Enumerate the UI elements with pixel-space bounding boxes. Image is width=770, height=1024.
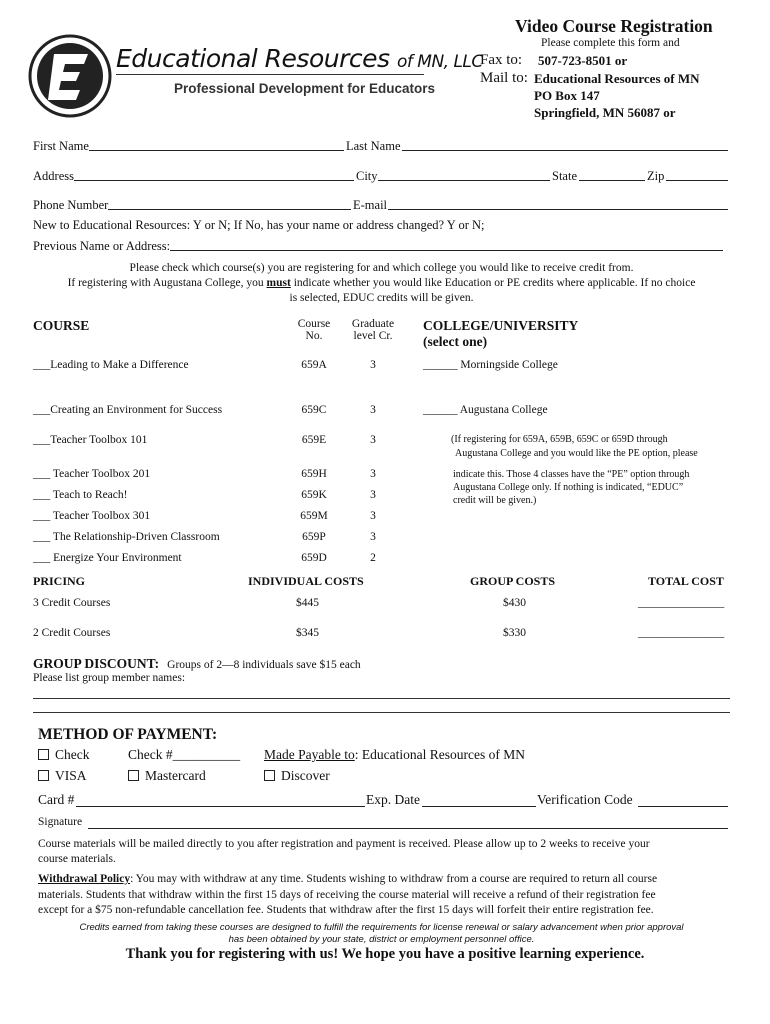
course-number: 659C	[301, 404, 327, 416]
instructions-line3: is selected, EDUC credits will be given.	[289, 292, 474, 304]
check-option[interactable]: Check	[38, 747, 90, 763]
fax-value: 507-723-8501 or	[538, 53, 628, 68]
signature-field[interactable]	[88, 828, 728, 829]
company-logo	[28, 24, 483, 124]
fax-label: Fax to:	[480, 52, 523, 68]
first-name-field[interactable]	[89, 150, 344, 151]
first-name-label: First Name	[33, 139, 89, 153]
last-name-field[interactable]	[402, 150, 728, 151]
checkbox-icon	[38, 749, 49, 760]
course-row[interactable]: ___ Teacher Toolbox 301	[33, 510, 151, 522]
email-label: E-mail	[353, 198, 388, 212]
group-members-prompt: Please list group member names:	[33, 672, 186, 684]
city-field[interactable]	[378, 180, 550, 181]
pricing-row-label: 3 Credit Courses	[33, 597, 111, 609]
logo-e-emblem-icon	[28, 24, 112, 124]
exp-date-label: Exp. Date	[366, 792, 420, 807]
address-label: Address	[33, 169, 74, 183]
mail-line1: Educational Resources of MN	[534, 71, 700, 86]
total-cost-field[interactable]: _______________	[638, 627, 725, 639]
mastercard-option[interactable]: Mastercard	[128, 768, 206, 784]
address-field[interactable]	[74, 180, 354, 181]
logo-suffix: of MN, LLC	[396, 52, 483, 72]
individual-cost: $345	[296, 627, 319, 639]
individual-cost: $445	[296, 597, 319, 609]
total-cost-field[interactable]: _______________	[638, 597, 725, 609]
payable-to: Made Payable to: Educational Resources of MN	[264, 747, 525, 762]
verification-code-label: Verification Code	[537, 792, 633, 807]
logo-tagline: Professional Development for Educators	[174, 81, 436, 96]
email-field[interactable]	[388, 209, 728, 210]
college-option-augustana[interactable]: ______ Augustana College	[423, 404, 548, 416]
instructions-line1: Please check which course(s) you are registering for and which college you would like to receive credit from.	[129, 262, 634, 274]
group-members-line-1[interactable]	[33, 698, 730, 699]
checkbox-icon	[264, 770, 275, 781]
mail-label: Mail to:	[480, 70, 528, 86]
city-label: City	[356, 169, 378, 183]
form-subtitle: Please complete this form and	[541, 37, 680, 49]
course-credits: 3	[370, 404, 376, 416]
college-header: COLLEGE/UNIVERSITY (select one)	[423, 318, 579, 349]
state-field[interactable]	[579, 180, 645, 181]
zip-label: Zip	[647, 169, 665, 183]
individual-costs-header: INDIVIDUAL COSTS	[248, 574, 364, 588]
course-credits: 3	[370, 510, 376, 522]
checkbox-icon	[128, 770, 139, 781]
course-number: 659A	[301, 359, 327, 371]
pricing-header: PRICING	[33, 574, 86, 588]
discover-option[interactable]: Discover	[264, 768, 330, 784]
group-members-line-2[interactable]	[33, 712, 730, 713]
college-note: (If registering for 659A, 659B, 659C or 659D through Augustana College and you would like the PE option, please	[451, 434, 698, 459]
group-costs-header: GROUP COSTS	[470, 574, 556, 588]
course-number: 659P	[302, 531, 326, 543]
course-row[interactable]: ___ Energize Your Environment	[33, 552, 182, 564]
pricing-row-label: 2 Credit Courses	[33, 627, 111, 639]
thank-you-message: Thank you for registering with us! We hope you have a positive learning experience.	[125, 946, 645, 962]
payment-title: METHOD OF PAYMENT:	[38, 726, 218, 743]
course-header: COURSE	[33, 318, 90, 333]
instructions-line2: If registering with Augustana College, you must indicate whether you would like Education or PE credits where applicable. If no choice	[67, 277, 696, 289]
course-row[interactable]: ___Teacher Toolbox 101	[33, 434, 148, 446]
previous-name-field[interactable]	[170, 250, 723, 251]
exp-date-field[interactable]	[422, 806, 536, 807]
total-cost-header: TOTAL COST	[648, 574, 724, 588]
graduate-credit-header: Graduate level Cr.	[351, 318, 395, 342]
card-number-field[interactable]	[76, 806, 365, 807]
withdrawal-policy: Withdrawal Policy: You may with withdraw at any time. Students wishing to withdraw from a course are required to return all course materials. Students that withdraw within the first 15 days of receiving the course material will receive a refund of their registration fee except for a $75 non-refundable cancellation fee. Students that withdraw after the first 15 days will forfeit their entire registration fee.	[38, 873, 658, 916]
course-credits: 3	[370, 531, 376, 543]
course-row[interactable]: ___ Teach to Reach!	[33, 489, 128, 501]
zip-field[interactable]	[666, 180, 728, 181]
course-number: 659M	[300, 510, 328, 522]
checkbox-icon	[38, 770, 49, 781]
group-cost: $430	[503, 597, 526, 609]
course-credits: 3	[370, 434, 376, 446]
course-row[interactable]: ___Leading to Make a Difference	[33, 359, 189, 371]
college-option-morningside[interactable]: ______ Morningside College	[423, 359, 558, 371]
new-customer-question: New to Educational Resources: Y or N; If No, has your name or address changed? Y or N;	[33, 218, 485, 232]
course-number: 659D	[301, 552, 327, 564]
logo-name: Educational Resources	[116, 44, 390, 73]
course-credits: 2	[370, 552, 376, 564]
phone-field[interactable]	[108, 209, 351, 210]
group-cost: $330	[503, 627, 526, 639]
course-number: 659K	[301, 489, 327, 501]
mail-line2: PO Box 147	[534, 88, 600, 103]
state-label: State	[552, 169, 577, 183]
mail-line3: Springfield, MN 56087 or	[534, 105, 676, 120]
group-discount: GROUP DISCOUNT: Groups of 2—8 individuals save $15 each	[33, 656, 361, 671]
check-number-field[interactable]: Check #__________	[128, 747, 241, 762]
course-row[interactable]: ___ The Relationship-Driven Classroom	[33, 531, 220, 543]
verification-code-field[interactable]	[638, 806, 728, 807]
phone-label: Phone Number	[33, 198, 109, 212]
course-row[interactable]: ___Creating an Environment for Success	[33, 404, 223, 416]
course-credits: 3	[370, 468, 376, 480]
course-credits: 3	[370, 359, 376, 371]
visa-option[interactable]: VISA	[38, 768, 87, 784]
course-credits: 3	[370, 489, 376, 501]
materials-notice: Course materials will be mailed directly to you after registration and payment is received. Please allow up to 2 weeks to receive your course materials.	[38, 838, 650, 865]
course-row[interactable]: ___ Teacher Toolbox 201	[33, 468, 151, 480]
last-name-label: Last Name	[346, 139, 401, 153]
course-no-header: Course No.	[297, 318, 331, 342]
course-number: 659E	[301, 434, 327, 446]
college-note-cont: indicate this. Those 4 classes have the “PE” option through Augustana College only. If nothing is indicated, “EDUC” credit will be given.)	[453, 469, 690, 506]
card-number-label: Card #	[38, 792, 75, 807]
course-number: 659H	[301, 468, 327, 480]
previous-name-label: Previous Name or Address:	[33, 239, 171, 253]
form-title: Video Course Registration	[515, 16, 713, 36]
signature-label: Signature	[38, 816, 83, 828]
credits-note: Credits earned from taking these courses are designed to fulfill the requirements for license renewal or salary advancement when prior approval has been obtained by your state, district or employment personnel office.	[79, 922, 684, 945]
